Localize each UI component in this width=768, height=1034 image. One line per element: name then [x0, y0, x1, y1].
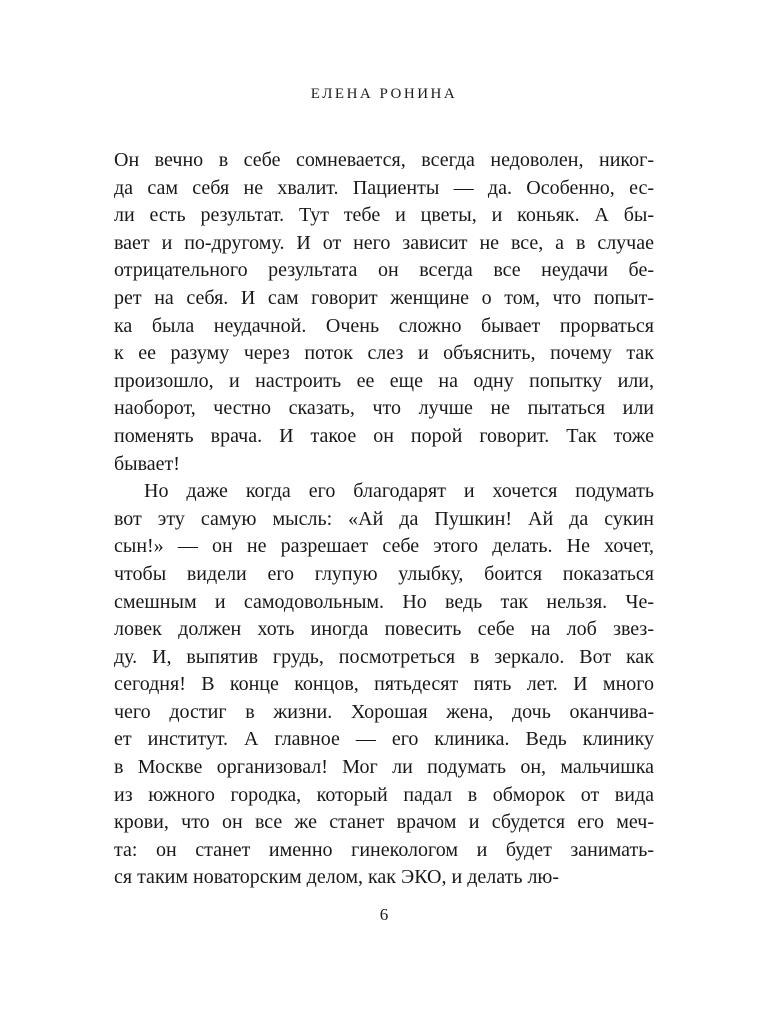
- text-line: Он вечно в себе сомневается, всегда недоволен, никог-: [114, 149, 654, 171]
- text-line: смешным и самодовольным. Но ведь так нельзя. Че-: [114, 590, 654, 613]
- text-line: произошло, и настроить ее еще на одну попытку или,: [114, 369, 654, 392]
- paragraph: [114, 147, 654, 478]
- text-line: Но даже когда его благодарят и хочется подумать: [144, 480, 654, 503]
- text-line: да сам себя не хвалит. Пациенты — да. Особенно, ес-: [114, 176, 654, 199]
- text-line: крови, что он все же станет врачом и сбудется его меч-: [114, 811, 654, 834]
- text-line: ловек должен хоть иногда повесить себе на лоб звез-: [114, 618, 654, 641]
- text-line: ли есть результат. Тут тебе и цветы, и коньяк. А бы-: [114, 204, 654, 227]
- text-line: отрицательного результата он всегда все неудачи бе-: [114, 259, 654, 282]
- paragraph: [114, 478, 654, 892]
- text-line: чтобы видели его глупую улыбку, боится показаться: [114, 562, 654, 585]
- text-line: в Москве организовал! Мог ли подумать он, мальчишка: [114, 756, 654, 779]
- text-line: ка была неудачной. Очень сложно бывает прорваться: [114, 314, 654, 337]
- text-line: вает и по-другому. И от него зависит не все, а в случае: [114, 231, 654, 254]
- text-line: к ее разуму через поток слез и объяснить, почему так: [114, 342, 654, 365]
- text-line: бывает!: [114, 452, 180, 475]
- text-line: ду. И, выпятив грудь, посмотреться в зеркало. Вот как: [114, 645, 654, 668]
- text-line: наоборот, честно сказать, что лучше не пытаться или: [114, 397, 654, 420]
- page-number: 6: [379, 905, 389, 924]
- text-line: ет институт. А главное — его клиника. Ведь клинику: [114, 728, 654, 751]
- text-line: вот эту самую мысль: «Ай да Пушкин! Ай да сукин: [114, 507, 654, 530]
- text-line: сын!» — он не разрешает себе этого делать. Не хочет,: [114, 535, 654, 558]
- text-line: чего достиг в жизни. Хорошая жена, дочь оканчива-: [114, 700, 654, 723]
- text-line: ся таким новаторским делом, как ЭКО, и делать лю-: [114, 866, 560, 889]
- text-line: сегодня! В конце концов, пятьдесят пять лет. И много: [114, 673, 654, 696]
- page-footer: [0, 905, 768, 925]
- text-line: рет на себя. И сам говорит женщине о том, что попыт-: [114, 286, 654, 309]
- body-text: [114, 147, 654, 892]
- running-header: [0, 86, 768, 103]
- text-line: поменять врача. И такое он порой говорит. Так тоже: [114, 424, 654, 447]
- text-line: из южного городка, который падал в обморок от вида: [114, 783, 654, 806]
- text-line: та: он станет именно гинекологом и будет занимать-: [114, 838, 654, 861]
- author-name: ЕЛЕНА РОНИНА: [310, 86, 458, 102]
